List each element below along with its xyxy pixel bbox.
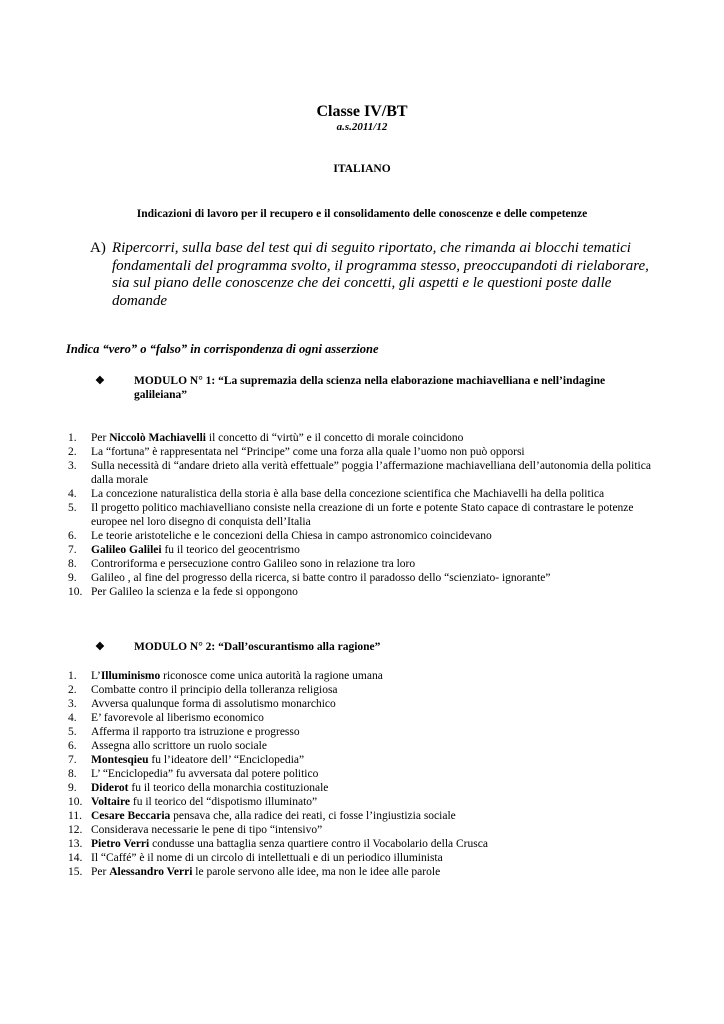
list-item — [68, 543, 658, 557]
list-item — [68, 711, 658, 725]
item-text: Considerava necessarie le pene di tipo “intensivo” — [91, 824, 323, 836]
item-number: 12. — [68, 824, 83, 836]
list-item — [68, 851, 658, 865]
item-name: Cesare Beccaria — [91, 810, 171, 822]
item-number: 1. — [68, 432, 77, 444]
item-text: Galileo , al fine del progresso della ricerca, si batte contro il paradosso dello “scienziato- ignorante” — [91, 572, 551, 584]
item-name: Voltaire — [91, 796, 130, 808]
item-text: Le teorie aristoteliche e le concezioni della Chiesa in campo astronomico coincidevano — [91, 530, 492, 542]
item-number: 2. — [68, 446, 77, 458]
item-text: fu il teorico del geocentrismo — [161, 544, 300, 556]
module-2-title: MODULO N° 2: “Dall’oscurantismo alla ragione” — [134, 641, 381, 653]
list-item — [68, 501, 658, 529]
item-number: 3. — [68, 460, 77, 472]
item-text: La “fortuna” è rappresentata nel “Principe” come una forza alla quale l’uomo non può opporsi — [91, 446, 525, 458]
list-item — [68, 571, 658, 585]
item-text: Controriforma e persecuzione contro Galileo sono in relazione tra loro — [91, 558, 416, 570]
item-number: 7. — [68, 544, 77, 556]
item-number: 14. — [68, 852, 83, 864]
item-number: 13. — [68, 838, 83, 850]
item-number: 9. — [68, 572, 77, 584]
item-name: Diderot — [91, 782, 129, 794]
list-item — [68, 585, 658, 599]
diamond-bullet-icon: ❖ — [95, 375, 105, 387]
list-item — [68, 445, 658, 459]
item-text: L’ — [91, 670, 101, 682]
list-item — [68, 487, 658, 501]
list-item — [68, 781, 658, 795]
list-item — [68, 823, 658, 837]
section-a-letter: A) — [90, 240, 106, 256]
item-number: 10. — [68, 586, 83, 598]
item-text: riconosce come unica autorità la ragione umana — [160, 670, 383, 682]
item-number: 9. — [68, 782, 77, 794]
item-text: Il “Caffé” è il nome di un circolo di intellettuali e di un periodico illuminista — [91, 852, 443, 864]
item-text: pensava che, alla radice dei reati, ci fosse l’ingiustizia sociale — [170, 810, 456, 822]
list-item — [68, 683, 658, 697]
item-number: 6. — [68, 530, 77, 542]
item-text: L’ “Enciclopedia” fu avversata dal potere politico — [91, 768, 319, 780]
item-name: Galileo Galilei — [91, 544, 162, 556]
item-name: Niccolò Machiavelli — [109, 432, 206, 444]
diamond-bullet-icon: ❖ — [95, 641, 105, 653]
item-number: 15. — [68, 866, 83, 878]
item-number: 2. — [68, 684, 77, 696]
list-item — [68, 725, 658, 739]
item-text: Sulla necessità di “andare drieto alla verità effettuale” poggia l’affermazione machiavelliana dell’autonomia della politica dalla morale — [91, 460, 651, 486]
instruction-text: Indica “vero” o “falso” in corrispondenza di ogni asserzione — [66, 342, 379, 356]
item-number: 3. — [68, 698, 77, 710]
list-item — [68, 431, 658, 445]
item-number: 10. — [68, 796, 83, 808]
section-a — [90, 240, 650, 310]
item-number: 7. — [68, 754, 77, 766]
module-1-title: MODULO N° 1: “La supremazia della scienza nella elaborazione machiavelliana e nell’indagine galileiana” — [134, 375, 606, 401]
item-name: Pietro Verri — [91, 838, 150, 850]
item-number: 4. — [68, 712, 77, 724]
item-name: Illuminismo — [100, 670, 161, 682]
item-text: fu il teorico della monarchia costituzionale — [128, 782, 329, 794]
item-text: fu l’ideatore dell’ “Enciclopedia” — [148, 754, 305, 766]
item-name: Alessandro Verri — [109, 866, 193, 878]
list-item — [68, 739, 658, 753]
module-2-heading — [95, 640, 653, 654]
item-name: Montesqieu — [91, 754, 149, 766]
list-item — [68, 809, 658, 823]
item-number: 8. — [68, 558, 77, 570]
item-number: 4. — [68, 488, 77, 500]
item-number: 8. — [68, 768, 77, 780]
indications-heading: Indicazioni di lavoro per il recupero e il consolidamento delle conoscenze e delle competenze — [136, 208, 588, 220]
module-1-heading — [95, 374, 653, 402]
subject-heading: ITALIANO — [333, 163, 391, 175]
list-item — [68, 697, 658, 711]
item-text: Assegna allo scrittore un ruolo sociale — [91, 740, 267, 752]
item-text: il concetto di “virtù” e il concetto di morale coincidono — [206, 432, 464, 444]
item-text: Il progetto politico machiavelliano consiste nella creazione di un forte e potente Stato capace di contrastare le potenze europee nel loro disegno di conquista dell’Italia — [91, 502, 634, 528]
item-text: Combatte contro il principio della tolleranza religiosa — [91, 684, 338, 696]
list-item — [68, 459, 658, 487]
list-item — [68, 795, 658, 809]
list-item — [68, 767, 658, 781]
module-1-list — [68, 431, 658, 599]
item-text: Avversa qualunque forma di assolutismo monarchico — [91, 698, 336, 710]
list-item — [68, 529, 658, 543]
item-text: Per Galileo la scienza e la fede si oppongono — [91, 586, 298, 598]
item-text: La concezione naturalistica della storia è alla base della concezione scientifica che Machiavelli ha della politica — [91, 488, 605, 500]
item-number: 6. — [68, 740, 77, 752]
item-number: 1. — [68, 670, 77, 682]
list-item — [68, 557, 658, 571]
list-item — [68, 865, 658, 879]
item-text: fu il teorico del “dispotismo illuminato” — [129, 796, 318, 808]
item-text: Per — [91, 866, 110, 878]
section-a-text: Ripercorri, sulla base del test qui di seguito riportato, che rimanda ai blocchi tematici fondamentali del programma svolto, il programma stesso, preoccupandoti di rielaborare, sia sul piano delle conoscenze che dei concetti, gli aspetti e le questioni poste dalle domande — [112, 240, 649, 309]
document-title: Classe IV/BT — [316, 103, 408, 120]
item-text: Per — [91, 432, 110, 444]
item-number: 5. — [68, 726, 77, 738]
list-item — [68, 669, 658, 683]
item-number: 11. — [68, 810, 82, 822]
item-number: 5. — [68, 502, 77, 514]
list-item — [68, 753, 658, 767]
item-text: le parole servono alle idee, ma non le idee alle parole — [192, 866, 441, 878]
module-2-list — [68, 669, 658, 879]
item-text: Afferma il rapporto tra istruzione e progresso — [91, 726, 300, 738]
school-year: a.s.2011/12 — [336, 121, 388, 133]
item-text: E’ favorevole al liberismo economico — [91, 712, 264, 724]
list-item — [68, 837, 658, 851]
item-text: condusse una battaglia senza quartiere contro il Vocabolario della Crusca — [149, 838, 488, 850]
